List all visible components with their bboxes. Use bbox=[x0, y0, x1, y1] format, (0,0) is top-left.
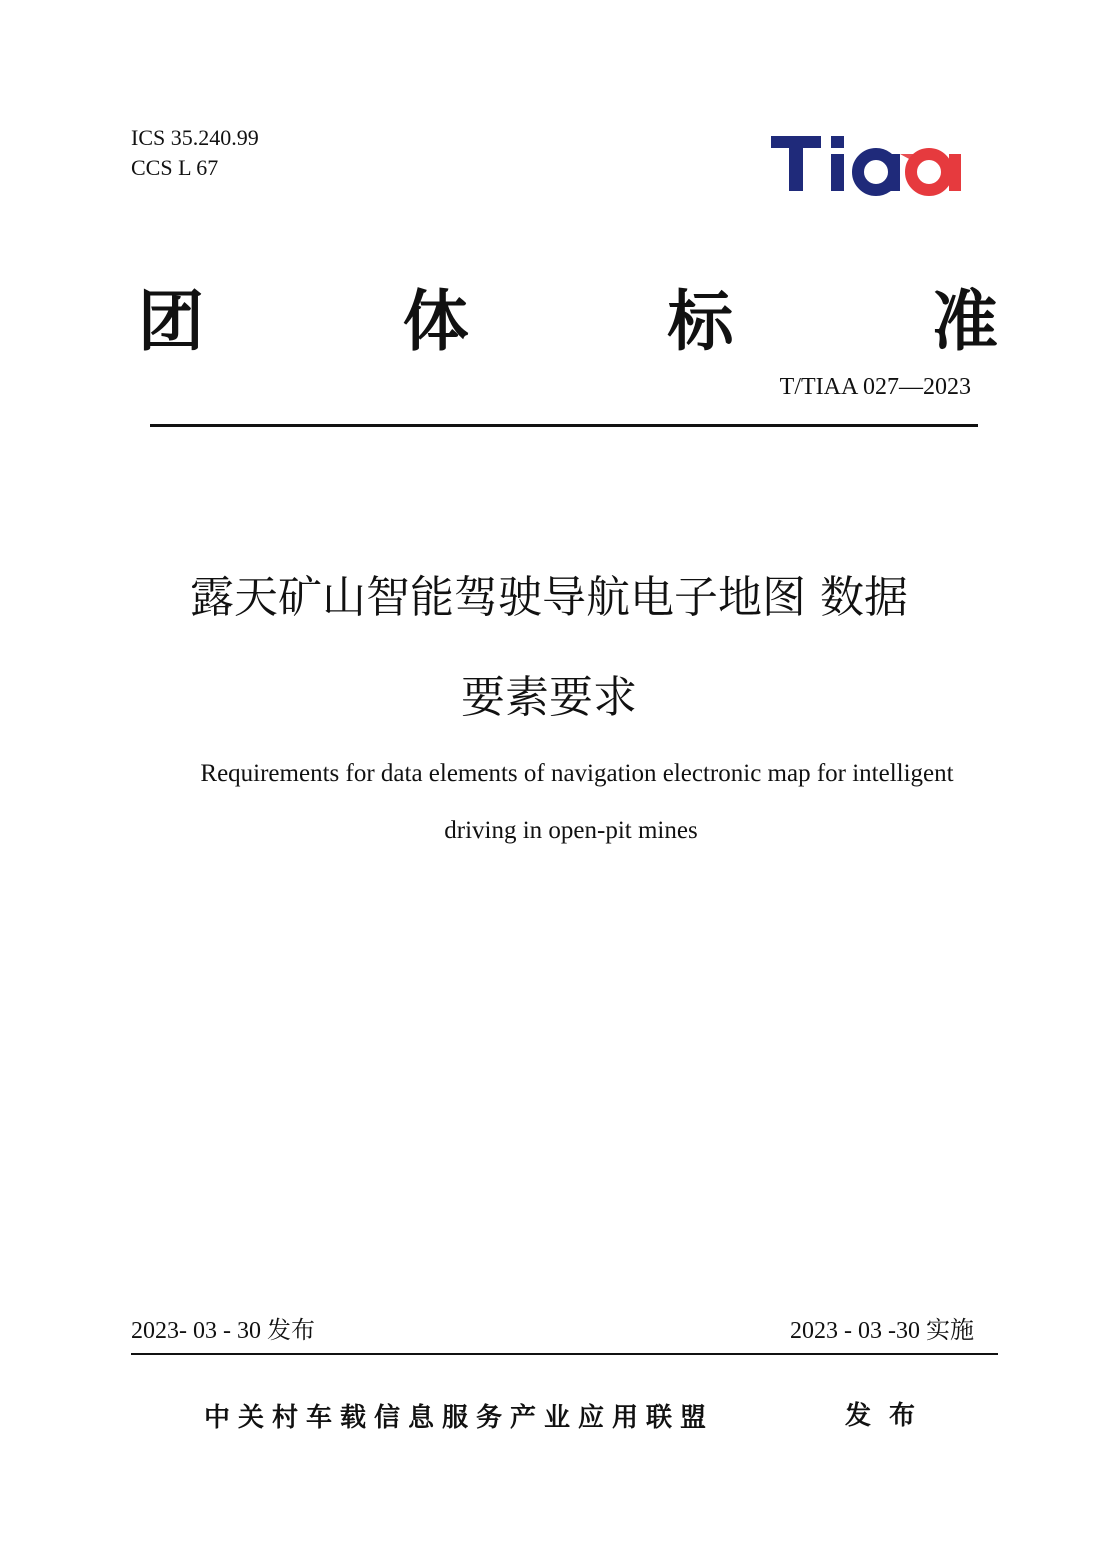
standard-type-heading bbox=[138, 282, 998, 362]
chinese-title bbox=[0, 548, 1102, 748]
publish-date-label: 发布 bbox=[266, 1316, 315, 1344]
tiaa-logo bbox=[769, 126, 964, 196]
standard-type-char: 体 bbox=[402, 283, 469, 360]
chinese-title-line-2: 要素要求 bbox=[461, 672, 637, 723]
publish-date-block bbox=[131, 1313, 315, 1347]
bottom-divider bbox=[131, 1353, 998, 1355]
english-title-line-1: Requirements for data elements of navigation electronic map for intelligent bbox=[200, 760, 954, 787]
ccs-code: CCS L 67 bbox=[131, 155, 219, 180]
implement-date: 2023 - 03 -30 bbox=[790, 1318, 920, 1344]
standard-type-char: 准 bbox=[931, 283, 998, 360]
implement-date-block bbox=[790, 1313, 974, 1347]
chinese-title-line-1: 露天矿山智能驾驶导航电子地图 数据 bbox=[190, 572, 908, 623]
standard-type-char: 标 bbox=[667, 283, 734, 360]
top-divider bbox=[150, 424, 978, 427]
date-row bbox=[131, 1313, 974, 1347]
publisher-name: 中关村车载信息服务产业应用联盟 bbox=[204, 1403, 715, 1433]
ics-code: ICS 35.240.99 bbox=[131, 125, 259, 150]
standard-number: T/TIAA 027—2023 bbox=[779, 374, 971, 400]
publish-action: 发布 bbox=[845, 1401, 934, 1431]
standard-type-char: 团 bbox=[138, 283, 204, 360]
english-title bbox=[0, 745, 1102, 859]
english-title-line-2: driving in open-pit mines bbox=[444, 817, 698, 844]
publish-date: 2023- 03 - 30 bbox=[131, 1318, 261, 1344]
implement-date-label: 实施 bbox=[926, 1316, 974, 1344]
classification-codes bbox=[131, 123, 259, 183]
